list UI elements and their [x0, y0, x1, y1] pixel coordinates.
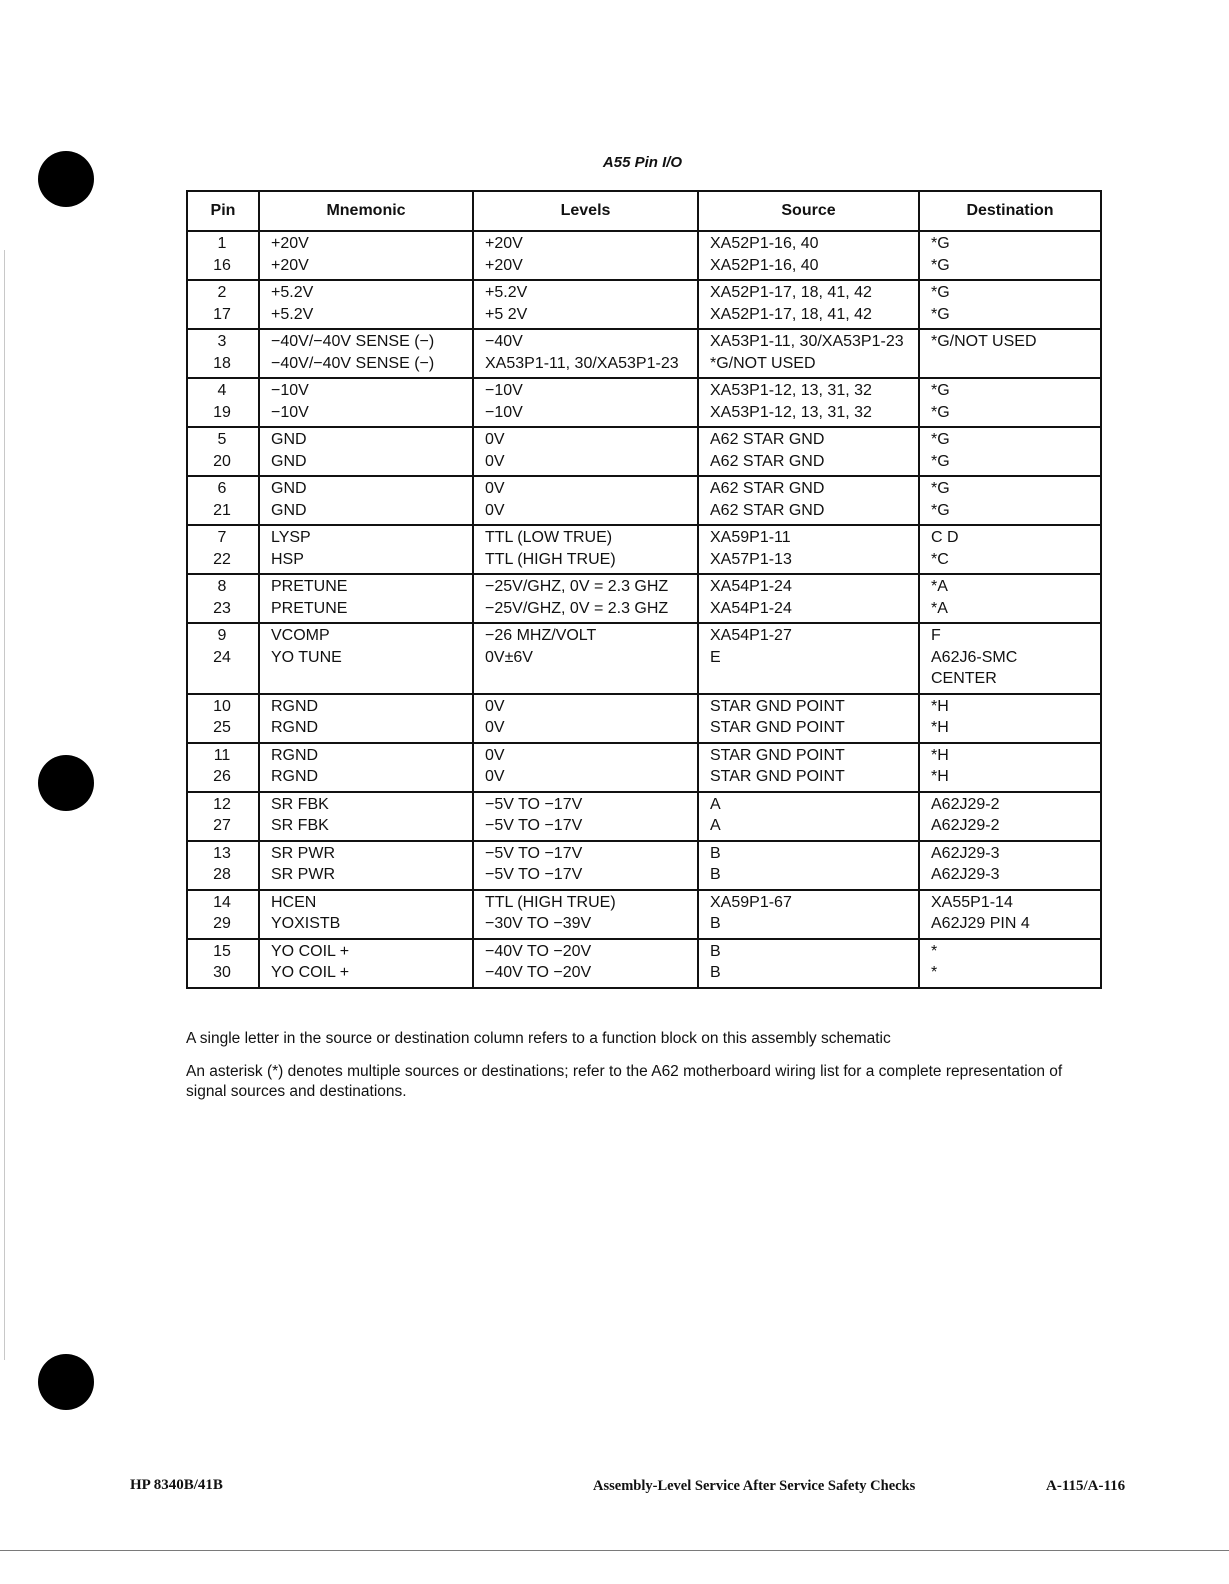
cell-levels-line: −5V TO −17V [485, 817, 583, 834]
table-row [187, 329, 1101, 378]
cell-mnemonic-line: −40V/−40V SENSE (−) [271, 354, 435, 372]
cell-mnemonic [259, 476, 473, 525]
table-row [187, 694, 1101, 743]
cell-mnemonic-line: HSP [271, 550, 304, 568]
cell-destination-line: C D [931, 529, 959, 546]
table-header-row [187, 191, 1101, 231]
cell-destination-line: A62J6-SMC [931, 648, 1018, 666]
cell-levels-line: −40V TO −20V [485, 964, 592, 981]
cell-source [698, 476, 919, 525]
cell-source-line: A62 STAR GND [710, 501, 825, 519]
cell-pin-line: 30 [213, 964, 231, 981]
cell-pin-line: 12 [213, 795, 231, 813]
cell-mnemonic [259, 694, 473, 743]
cell-mnemonic [259, 378, 473, 427]
cell-destination-line: A62J29-2 [931, 817, 1000, 834]
table-row [187, 378, 1101, 427]
cell-destination [919, 329, 1101, 378]
cell-levels-line: −40V TO −20V [485, 942, 592, 960]
cell-source-line: B [710, 915, 721, 932]
cell-destination-line: *G [931, 431, 950, 448]
cell-levels-line: −5V TO −17V [485, 795, 583, 813]
table-row [187, 841, 1101, 890]
cell-source-line: XA52P1-16, 40 [710, 235, 819, 252]
cell-destination-line: *H [931, 719, 949, 736]
cell-levels [473, 329, 698, 378]
cell-source [698, 280, 919, 329]
cell-levels-line: 0V [485, 719, 505, 736]
cell-levels [473, 280, 698, 329]
cell-levels-line: −26 MHZ/VOLT [485, 627, 597, 644]
cell-source-line: XA59P1-11 [710, 529, 791, 546]
cell-pin [187, 525, 259, 574]
cell-source-line: XA52P1-17, 18, 41, 42 [710, 284, 872, 301]
cell-levels [473, 525, 698, 574]
cell-source-line: XA52P1-17, 18, 41, 42 [710, 305, 872, 323]
header-pin: Pin [187, 191, 259, 231]
cell-levels [473, 476, 698, 525]
cell-pin-line: 26 [213, 768, 231, 785]
cell-mnemonic [259, 329, 473, 378]
cell-destination-line: A62J29-2 [931, 795, 1000, 813]
cell-destination-line: *H [931, 768, 949, 785]
cell-source-line: A62 STAR GND [710, 452, 825, 470]
cell-mnemonic-line: +20V [271, 235, 309, 252]
cell-pin-line: 1 [217, 235, 227, 252]
footer-model: HP 8340B/41B [130, 1477, 223, 1493]
page-edge-line [4, 250, 5, 1360]
cell-destination [919, 694, 1101, 743]
cell-levels [473, 427, 698, 476]
cell-destination [919, 792, 1101, 841]
cell-destination-line: CENTER [931, 670, 997, 687]
cell-pin-line: 16 [213, 256, 231, 274]
cell-mnemonic-line: RGND [271, 719, 319, 736]
cell-destination-line: *A [931, 578, 948, 595]
cell-source-line: XA52P1-16, 40 [710, 256, 819, 274]
cell-mnemonic-line: RGND [271, 697, 319, 715]
cell-pin [187, 939, 259, 988]
cell-destination-line: * [931, 942, 938, 960]
cell-destination-line [931, 353, 1090, 375]
cell-mnemonic-line: HCEN [271, 893, 317, 911]
cell-mnemonic-line: +5.2V [271, 284, 314, 301]
cell-mnemonic [259, 280, 473, 329]
table-row [187, 476, 1101, 525]
cell-destination-line: *G [931, 235, 950, 252]
cell-pin-line: 11 [213, 746, 231, 764]
cell-source-line: E [710, 648, 721, 666]
cell-source [698, 939, 919, 988]
cell-destination [919, 890, 1101, 939]
cell-pin-line: 3 [217, 333, 227, 350]
cell-levels-line: 0V [485, 431, 505, 448]
cell-mnemonic-line: SR FBK [271, 795, 329, 813]
cell-levels [473, 378, 698, 427]
cell-mnemonic [259, 939, 473, 988]
cell-destination-line: *G/NOT USED [931, 333, 1037, 350]
cell-levels-line: TTL (HIGH TRUE) [485, 893, 616, 911]
cell-levels [473, 841, 698, 890]
cell-destination-line: *G [931, 452, 950, 470]
cell-source-line: XA53P1-11, 30/XA53P1-23 [710, 333, 904, 350]
cell-mnemonic-line: PRETUNE [271, 599, 348, 617]
cell-source-line: XA54P1-24 [710, 578, 792, 595]
cell-destination-line: A62J29-3 [931, 866, 1000, 883]
cell-mnemonic-line: RGND [271, 768, 319, 785]
table-row [187, 525, 1101, 574]
cell-levels-line: −25V/GHZ, 0V = 2.3 GHZ [485, 599, 669, 617]
cell-destination [919, 939, 1101, 988]
cell-destination-line: *G [931, 480, 950, 497]
table-row [187, 939, 1101, 988]
cell-source-line: A62 STAR GND [710, 480, 825, 497]
cell-pin [187, 280, 259, 329]
header-source: Source [698, 191, 919, 231]
cell-levels [473, 694, 698, 743]
cell-source-line: A62 STAR GND [710, 431, 825, 448]
cell-source-line: XA53P1-12, 13, 31, 32 [710, 382, 872, 399]
cell-pin [187, 694, 259, 743]
cell-destination-line: *G [931, 305, 950, 323]
cell-destination-line: *G [931, 256, 950, 274]
cell-pin [187, 623, 259, 694]
cell-source [698, 427, 919, 476]
cell-destination [919, 525, 1101, 574]
cell-levels-line: −10V [485, 403, 523, 421]
cell-mnemonic [259, 792, 473, 841]
cell-source-line: XA54P1-27 [710, 627, 792, 644]
cell-mnemonic [259, 743, 473, 792]
cell-mnemonic-line: SR PWR [271, 866, 335, 883]
note-asterisk: An asterisk (*) denotes multiple sources or destinations; refer to the A62 motherboard wiring list for a complete representation of signal sources and destinations. [186, 1063, 1063, 1100]
cell-destination-line: *G [931, 501, 950, 519]
cell-levels [473, 743, 698, 792]
cell-source [698, 841, 919, 890]
cell-destination-line: XA55P1-14 [931, 893, 1013, 911]
cell-pin [187, 329, 259, 378]
cell-mnemonic-line: YO COIL + [271, 964, 350, 981]
cell-levels-line: −30V TO −39V [485, 915, 592, 932]
cell-destination-line: A62J29 PIN 4 [931, 915, 1030, 932]
cell-mnemonic [259, 525, 473, 574]
cell-pin-line: 6 [217, 480, 227, 497]
cell-levels-line: −5V TO −17V [485, 866, 583, 883]
cell-mnemonic-line: YOXISTB [271, 915, 341, 932]
cell-mnemonic-line: GND [271, 431, 307, 448]
cell-source [698, 329, 919, 378]
cell-destination [919, 574, 1101, 623]
cell-pin-line: 24 [213, 648, 231, 666]
cell-pin [187, 378, 259, 427]
cell-destination-line: *G [931, 403, 950, 421]
cell-source-line: XA54P1-24 [710, 599, 792, 617]
cell-pin [187, 890, 259, 939]
cell-levels-line: +20V [485, 256, 523, 274]
cell-pin-line: 14 [213, 893, 231, 911]
cell-pin-line: 7 [217, 529, 227, 546]
cell-destination [919, 476, 1101, 525]
cell-levels-line: 0V [485, 746, 505, 764]
cell-pin-line: 20 [213, 452, 231, 470]
footer-page-number: A-115/A-116 [1046, 1478, 1126, 1494]
cell-levels-line: +5.2V [485, 284, 528, 301]
cell-mnemonic-line: YO TUNE [271, 648, 342, 666]
cell-mnemonic [259, 890, 473, 939]
header-levels: Levels [473, 191, 698, 231]
cell-destination-line: *C [931, 550, 949, 568]
table-caption: A55 Pin I/O [602, 154, 683, 171]
cell-pin-line: 5 [217, 431, 227, 448]
cell-pin-line: 23 [213, 599, 231, 617]
cell-mnemonic [259, 427, 473, 476]
cell-pin [187, 476, 259, 525]
table-row [187, 574, 1101, 623]
cell-mnemonic-line: −10V [271, 403, 309, 421]
cell-levels [473, 574, 698, 623]
cell-mnemonic [259, 231, 473, 280]
cell-pin-line: 19 [213, 403, 231, 421]
cell-source-line: STAR GND POINT [710, 719, 845, 736]
cell-destination [919, 378, 1101, 427]
cell-mnemonic-line: PRETUNE [271, 578, 348, 595]
cell-levels [473, 890, 698, 939]
cell-levels-line: TTL (LOW TRUE) [485, 529, 613, 546]
cell-source-line: STAR GND POINT [710, 768, 845, 785]
cell-levels-line: XA53P1-11, 30/XA53P1-23 [485, 354, 679, 372]
cell-destination [919, 427, 1101, 476]
cell-mnemonic-line: +5.2V [271, 305, 314, 323]
cell-source [698, 574, 919, 623]
cell-mnemonic-line: RGND [271, 746, 319, 764]
cell-destination-line: *G [931, 382, 950, 399]
cell-pin-line: 4 [217, 382, 227, 399]
cell-source-line: XA57P1-13 [710, 550, 792, 568]
cell-source-line: STAR GND POINT [710, 697, 845, 715]
cell-pin-line: 22 [213, 550, 231, 568]
cell-mnemonic [259, 841, 473, 890]
cell-mnemonic-line: YO COIL + [271, 942, 350, 960]
cell-source [698, 525, 919, 574]
cell-source-line: B [710, 866, 721, 883]
cell-levels [473, 623, 698, 694]
table-row [187, 231, 1101, 280]
cell-levels-line: +20V [485, 235, 523, 252]
cell-mnemonic-line: VCOMP [271, 627, 330, 644]
cell-levels-line: 0V [485, 697, 505, 715]
cell-pin-line: 28 [213, 866, 231, 883]
cell-pin-line: 8 [217, 578, 227, 595]
table-body [187, 231, 1101, 988]
cell-pin-line: 15 [213, 942, 231, 960]
cell-levels-line: 0V [485, 452, 505, 470]
cell-levels-line: 0V [485, 501, 505, 519]
cell-pin [187, 743, 259, 792]
cell-mnemonic-line: LYSP [271, 529, 311, 546]
cell-pin-line: 21 [213, 501, 231, 519]
cell-mnemonic-line: +20V [271, 256, 309, 274]
cell-destination-line: * [931, 964, 938, 981]
cell-source [698, 743, 919, 792]
cell-levels-line: −10V [485, 382, 523, 399]
cell-mnemonic-line: GND [271, 480, 307, 497]
binder-hole [38, 755, 94, 811]
cell-levels-line: 0V±6V [485, 648, 533, 666]
cell-pin [187, 792, 259, 841]
cell-source [698, 694, 919, 743]
cell-source [698, 231, 919, 280]
cell-destination-line: *H [931, 746, 949, 764]
cell-source [698, 623, 919, 694]
cell-levels [473, 939, 698, 988]
cell-source-line: *G/NOT USED [710, 354, 816, 372]
header-mnemonic: Mnemonic [259, 191, 473, 231]
cell-destination-line: *A [931, 599, 948, 617]
table-row [187, 792, 1101, 841]
cell-levels-line: TTL (HIGH TRUE) [485, 550, 616, 568]
cell-mnemonic-line: GND [271, 452, 307, 470]
cell-destination-line: *G [931, 284, 950, 301]
table-row [187, 890, 1101, 939]
cell-destination-line: F [931, 627, 941, 644]
cell-pin [187, 231, 259, 280]
table-row [187, 427, 1101, 476]
cell-source-line: B [710, 844, 721, 862]
cell-pin [187, 427, 259, 476]
cell-mnemonic [259, 623, 473, 694]
cell-destination [919, 743, 1101, 792]
cell-source-line: XA53P1-12, 13, 31, 32 [710, 403, 872, 421]
cell-pin-line: 9 [217, 627, 227, 644]
cell-levels [473, 792, 698, 841]
cell-pin-line: 10 [213, 697, 231, 715]
cell-pin-line: 29 [213, 915, 231, 932]
cell-source-line: XA59P1-67 [710, 893, 792, 911]
pin-io-table [186, 190, 1102, 989]
cell-mnemonic-line: −40V/−40V SENSE (−) [271, 333, 435, 350]
cell-source [698, 890, 919, 939]
cell-levels-line: 0V [485, 480, 505, 497]
cell-levels-line: 0V [485, 768, 505, 785]
cell-levels-line: +5 2V [485, 305, 528, 323]
table-row [187, 623, 1101, 694]
bottom-rule [0, 1550, 1229, 1551]
cell-destination [919, 841, 1101, 890]
table-row [187, 280, 1101, 329]
binder-hole [38, 1354, 94, 1410]
cell-destination [919, 280, 1101, 329]
cell-mnemonic-line: GND [271, 501, 307, 519]
cell-mnemonic-line: SR PWR [271, 844, 335, 862]
note-single-letter: A single letter in the source or destination column refers to a function block on this assembly schematic [186, 1030, 891, 1047]
cell-mnemonic-line: SR FBK [271, 817, 329, 834]
table-row [187, 743, 1101, 792]
cell-source-line: A [710, 795, 721, 813]
cell-pin [187, 574, 259, 623]
cell-pin [187, 841, 259, 890]
cell-destination [919, 231, 1101, 280]
cell-pin-line: 27 [213, 817, 231, 834]
cell-source-line: STAR GND POINT [710, 746, 845, 764]
cell-pin-line: 17 [213, 305, 231, 323]
cell-levels-line: −25V/GHZ, 0V = 2.3 GHZ [485, 578, 669, 595]
cell-levels [473, 231, 698, 280]
cell-pin-line: 25 [213, 719, 231, 736]
cell-source-line: A [710, 817, 721, 834]
footer-section: Assembly-Level Service After Service Safety Checks [593, 1478, 916, 1494]
cell-levels-line: −5V TO −17V [485, 844, 583, 862]
cell-levels-line: −40V [485, 333, 523, 350]
cell-source-line: B [710, 942, 721, 960]
cell-destination-line: A62J29-3 [931, 844, 1000, 862]
header-destination: Destination [919, 191, 1101, 231]
cell-mnemonic [259, 574, 473, 623]
cell-source [698, 792, 919, 841]
cell-destination [919, 623, 1101, 694]
cell-destination-line: *H [931, 697, 949, 715]
cell-pin-line: 2 [217, 284, 227, 301]
cell-pin-line: 18 [213, 354, 231, 372]
cell-mnemonic-line: −10V [271, 382, 309, 399]
cell-pin-line: 13 [213, 844, 231, 862]
cell-source [698, 378, 919, 427]
cell-source-line: B [710, 964, 721, 981]
